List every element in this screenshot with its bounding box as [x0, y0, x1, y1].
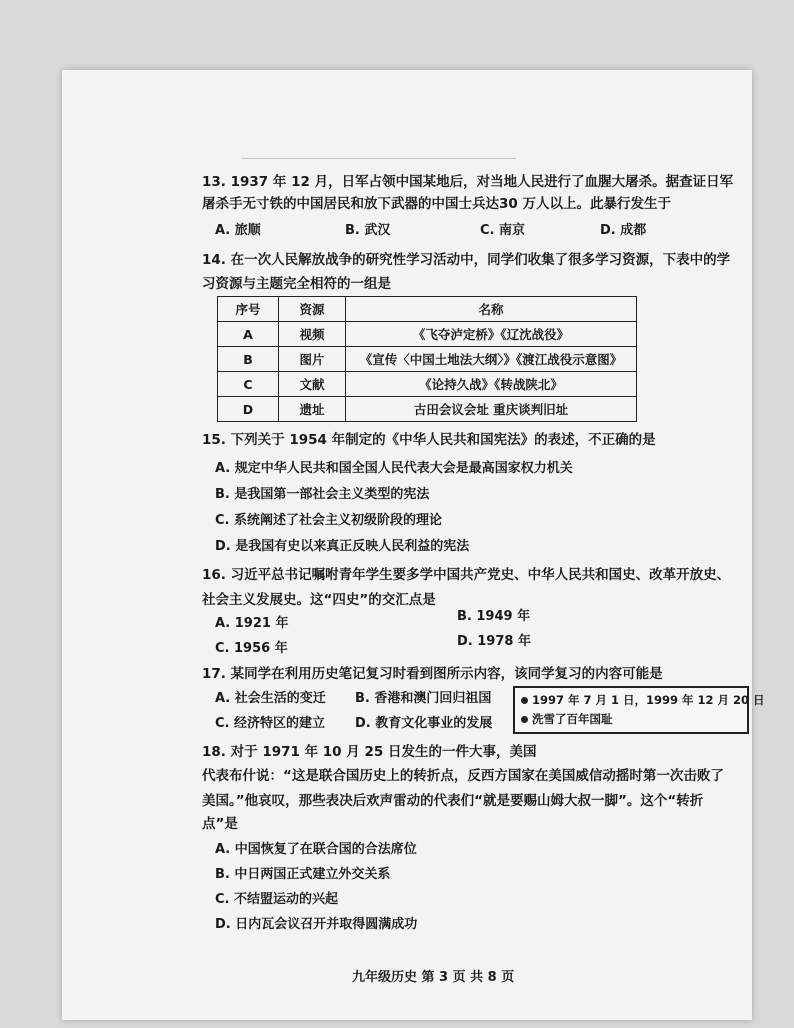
q14-stem-line1: 14. 在一次人民解放战争的研究性学习活动中，同学们收集了很多学习资源，下表中的学: [202, 252, 731, 268]
q16-option-b: B. 1949 年: [457, 609, 531, 624]
table-cell: A: [218, 322, 279, 347]
q16-option-c: C. 1956 年: [215, 641, 288, 656]
q16-stem-line1: 16. 习近平总书记嘱咐青年学生要多学中国共产党史、中华人民共和国史、改革开放史、: [202, 567, 731, 583]
table-header-cell: 资源: [279, 297, 346, 322]
q17-option-b: B. 香港和澳门回归祖国: [355, 691, 492, 706]
q16-stem-line2: 社会主义发展史。这“四史”的交汇点是: [202, 592, 436, 608]
q18-option-b: B. 中日两国正式建立外交关系: [215, 867, 391, 882]
table-cell: 《论持久战》《转战陕北》: [346, 372, 637, 397]
q17-history-note: [513, 686, 765, 734]
q18-stem-line4: 点”是: [202, 816, 238, 832]
q13-option-b: B. 武汉: [345, 223, 391, 238]
table-row: [218, 397, 637, 422]
page-footer: 九年级历史 第 3 页 共 8 页: [352, 970, 515, 985]
q18-option-d: D. 日内瓦会议召开并取得圆满成功: [215, 917, 418, 932]
q17-option-d: D. 教育文化事业的发展: [355, 716, 493, 731]
note-line-1: [521, 692, 765, 708]
q15-option-d: D. 是我国有史以来真正反映人民利益的宪法: [215, 539, 470, 554]
table-cell: 古田会议会址 重庆谈判旧址: [346, 397, 637, 422]
q18-stem-line2: 代表布什说：“这是联合国历史上的转折点，反西方国家在美国威信动摇时第一次击败了: [202, 768, 724, 784]
table-header-row: [218, 297, 637, 322]
note-dates: 1997 年 7 月 1 日，1999 年 12 月 20 日: [532, 693, 765, 707]
table-header-cell: 序号: [218, 297, 279, 322]
q18-stem-line1: 18. 对于 1971 年 10 月 25 日发生的一件大事，美国: [202, 744, 537, 760]
bullet-icon: [521, 697, 528, 704]
q16-option-a: A. 1921 年: [215, 616, 289, 631]
table-cell: 文献: [279, 372, 346, 397]
q13-option-d: D. 成都: [600, 223, 647, 238]
q15-option-c: C. 系统阐述了社会主义初级阶段的理论: [215, 513, 443, 528]
note-line-2: [521, 711, 613, 727]
q15-option-b: B. 是我国第一部社会主义类型的宪法: [215, 487, 430, 502]
q15-stem: 15. 下列关于 1954 年制定的《中华人民共和国宪法》的表述，不正确的是: [202, 432, 656, 448]
q18-stem-line3: 美国。”他哀叹，那些表决后欢声雷动的代表们“就是要赐山姆大叔一脚”。这个“转折: [202, 793, 704, 809]
q14-stem-line2: 习资源与主题完全相符的一组是: [202, 276, 391, 292]
bullet-icon: [521, 716, 528, 723]
q17-option-a: A. 社会生活的变迁: [215, 691, 326, 706]
bleed-through-text: ───────────────────────────────────: [242, 150, 516, 165]
table-cell: D: [218, 397, 279, 422]
table-cell: C: [218, 372, 279, 397]
q13-option-c: C. 南京: [480, 223, 526, 238]
table-cell: 《飞夺泸定桥》《辽沈战役》: [346, 322, 637, 347]
q13-stem-line1: 13. 1937 年 12 月，日军占领中国某地后，对当地人民进行了血腥大屠杀。据查证日军: [202, 174, 734, 190]
q13-stem-line2: 屠杀手无寸铁的中国居民和放下武器的中国士兵达30 万人以上。此暴行发生于: [202, 196, 671, 212]
table-cell: 遗址: [279, 397, 346, 422]
table-cell: 《宣传〈中国土地法大纲〉》《渡江战役示意图》: [346, 347, 637, 372]
note-text: 洗雪了百年国耻: [532, 712, 613, 726]
q13-option-a: A. 旅顺: [215, 223, 261, 238]
q17-option-c: C. 经济特区的建立: [215, 716, 326, 731]
table-cell: B: [218, 347, 279, 372]
table-cell: 图片: [279, 347, 346, 372]
table-row: [218, 322, 637, 347]
q14-resource-table: [217, 296, 637, 422]
q16-option-d: D. 1978 年: [457, 634, 531, 649]
table-header-cell: 名称: [346, 297, 637, 322]
q15-option-a: A. 规定中华人民共和国全国人民代表大会是最高国家权力机关: [215, 461, 573, 476]
q18-option-a: A. 中国恢复了在联合国的合法席位: [215, 842, 417, 857]
table-cell: 视频: [279, 322, 346, 347]
table-row: [218, 347, 637, 372]
q18-option-c: C. 不结盟运动的兴起: [215, 892, 339, 907]
table-row: [218, 372, 637, 397]
q17-stem: 17. 某同学在利用历史笔记复习时看到图所示内容，该同学复习的内容可能是: [202, 666, 663, 682]
